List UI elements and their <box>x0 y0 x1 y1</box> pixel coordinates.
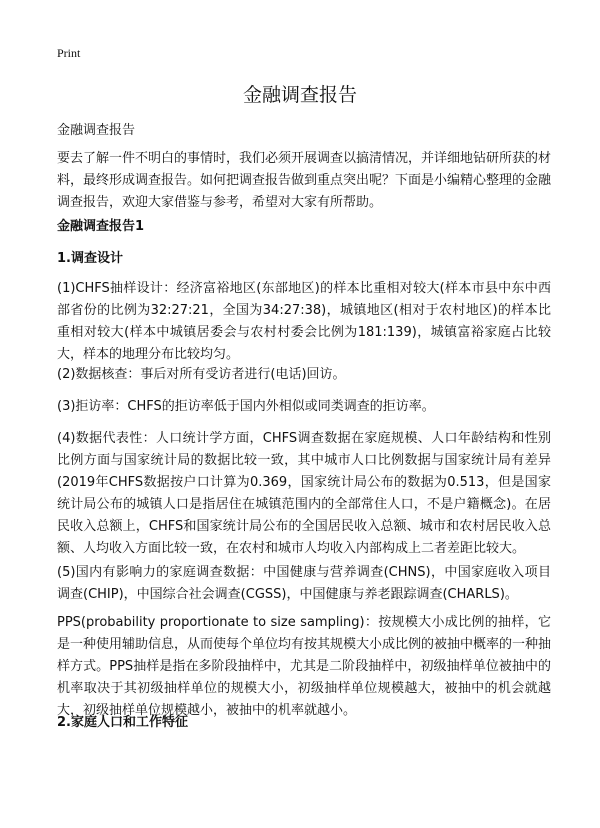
subsection-heading-2: 2.家庭人口和工作特征 <box>57 715 188 730</box>
paragraph-5: (5)国内有影响力的家庭调查数据：中国健康与营养调查(CHNS)，中国家庭收入项目调查(CHIP)，中国综合社会调查(CGSS)，中国健康与养老跟踪调查(CHARLS)。 <box>57 565 551 602</box>
paragraph-1: (1)CHFS抽样设计：经济富裕地区(东部地区)的样本比重相对较大(样本市县中东中西部省份的比例为32:27:21，全国为34:27:38)，城镇地区(相对于农村地区)的样本比重相对较大(样本中城镇居委会与农村村委会比例为181:139)，城镇富裕家庭占比较大，样本的地理分布比较均匀。 <box>57 281 551 362</box>
paragraph-6: PPS(probability proportionate to size sampling)：按规模大小成比例的抽样，它是一种使用辅助信息，从而使每个单位均有按其规模大小成比例的被抽中概率的一种抽样方式。PPS抽样是指在多阶段抽样中，尤其是二阶段抽样中，初级抽样单位被抽中的机率取决于其初级抽样单位的规模大小，初级抽样单位规模越大，被抽中的机会就越大，初级抽样单位规模越小，被抽中的机率就越小。 <box>57 615 552 718</box>
paragraph-4: (4)数据代表性：人口统计学方面，CHFS调查数据在家庭规模、人口年龄结构和性别比例方面与国家统计局的数据比较一致，其中城市人口比例数据与国家统计局有差异(2019年CHFS数据按户口计算为0.369，国家统计局公布的数据为0.513，但是国家统计局公布的城镇人口是指居住在城镇范围内的全部常住人口，不是户籍概念)。在居民收入总额上，CHFS和国家统计局公布的全国居民收入总额、城市和农村居民收入总额、人均收入方面比较一致，在农村和城市人均收入内部构成上二者差距比较大。 <box>57 431 551 556</box>
subtitle: 金融调查报告 <box>57 123 136 138</box>
print-label[interactable]: Print <box>57 46 81 60</box>
document-title: 金融调查报告 <box>242 84 357 106</box>
paragraph-2: (2)数据核查：事后对所有受访者进行(电话)回访。 <box>57 367 346 382</box>
paragraph-3: (3)拒访率：CHFS的拒访率低于国内外相似或同类调查的拒访率。 <box>57 399 435 414</box>
subsection-heading-1: 1.调查设计 <box>57 251 123 266</box>
intro-paragraph: 要去了解一件不明白的事情时，我们必须开展调查以搞清情况，并详细地钻研所获的材料，最终形成调查报告。如何把调查报告做到重点突出呢？下面是小编精心整理的金融调查报告，欢迎大家借鉴与参考，希望对大家有所帮助。 <box>57 151 552 210</box>
section-heading: 金融调查报告1 <box>57 219 145 234</box>
